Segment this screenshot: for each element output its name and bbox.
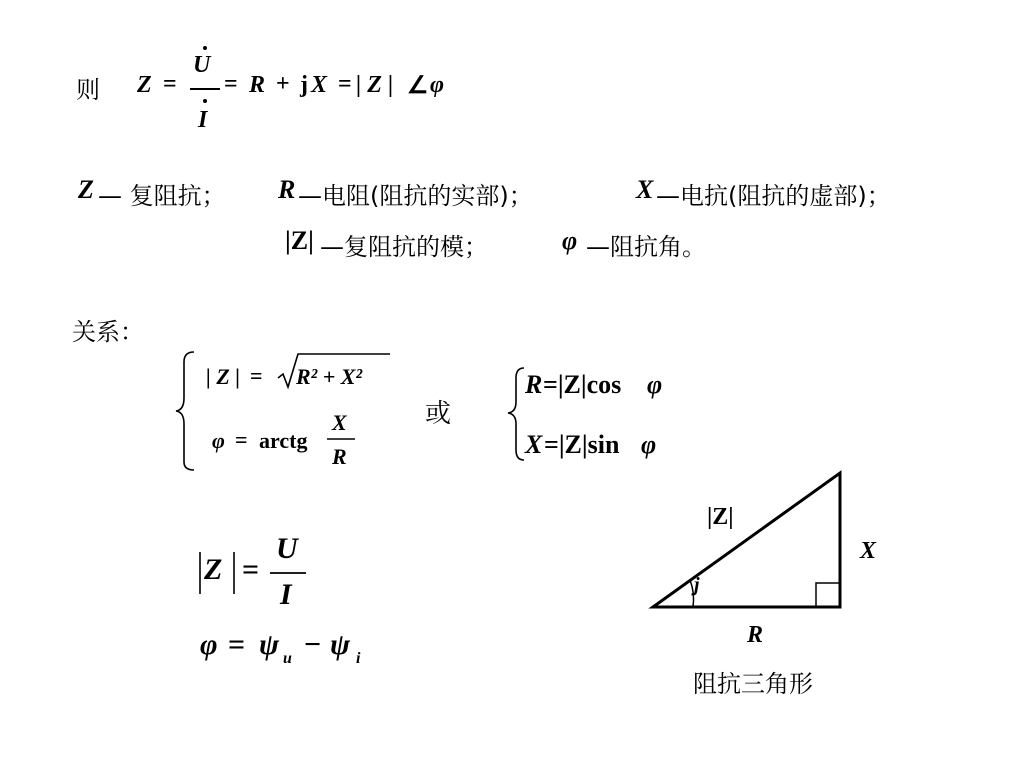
cos-formula: =|Z|cos [543, 370, 622, 399]
relation-label: 关系： [72, 318, 144, 346]
arctg-function: arctg [259, 428, 308, 453]
def-text: —电抗(阻抗的虚部)； [656, 182, 891, 210]
def-text: —电阻(阻抗的实部)； [298, 182, 533, 210]
r-symbol: R [278, 175, 296, 204]
phi-symbol: φ [562, 226, 578, 255]
phi-symbol: φ [647, 370, 663, 399]
triangle-caption: 阻抗三角形 [693, 670, 813, 698]
equals-sign: = [242, 553, 260, 586]
i-symbol: I [280, 578, 292, 611]
j-symbol: j [300, 72, 308, 98]
z-symbol: Z [137, 72, 152, 98]
subscript-i: i [356, 650, 361, 667]
right-brace [508, 368, 524, 460]
right-angle-marker [816, 583, 840, 607]
plus-sign: + [276, 71, 290, 97]
angle-label: j [694, 574, 700, 596]
equals-sign: = [224, 71, 238, 97]
x-symbol: X [311, 72, 328, 98]
u-phasor: U [193, 52, 211, 78]
def-text: —复阻抗的模； [320, 233, 488, 261]
angle-symbol: ∠ [407, 73, 429, 99]
z-symbol: Z [78, 175, 94, 204]
r-symbol: R [525, 370, 543, 399]
left-brace [176, 352, 194, 470]
minus-sign: − [304, 628, 322, 661]
radicand: R² + X² [296, 364, 363, 389]
phi-symbol: φ [641, 430, 657, 459]
equals-sign: = [228, 628, 246, 661]
r-symbol: R [249, 72, 266, 98]
r-symbol: R [332, 444, 347, 469]
def-text: —阻抗角。 [586, 233, 706, 261]
adjacent-label: R [747, 622, 764, 648]
opposite-label: X [860, 538, 877, 564]
sin-formula: =|Z|sin [544, 430, 620, 459]
z-symbol: Z [204, 553, 223, 586]
phi-symbol: φ [430, 72, 445, 98]
abs-z: | Z | [206, 364, 241, 389]
phi-symbol: φ [200, 628, 218, 661]
phi-symbol: φ [212, 428, 225, 453]
abs-z: |Z| [285, 226, 314, 255]
def-text: — 复阻抗； [98, 182, 226, 210]
x-symbol: X [636, 175, 654, 204]
ze-label: 则 [76, 76, 100, 104]
or-label: 或 [425, 399, 452, 429]
equals-sign: = [250, 363, 263, 388]
x-symbol: X [525, 430, 543, 459]
abs-z: | Z | [356, 72, 394, 98]
hypotenuse-label: |Z| [707, 504, 734, 530]
u-symbol: U [276, 532, 298, 565]
subscript-u: u [283, 650, 292, 667]
impedance-triangle [653, 473, 840, 607]
equals-sign: = [338, 71, 352, 97]
equals-sign: = [235, 427, 248, 452]
x-symbol: X [332, 410, 347, 435]
psi-symbol: ψ [330, 628, 351, 661]
psi-symbol: ψ [259, 628, 280, 661]
triangle-outline [653, 473, 840, 607]
i-phasor: I [198, 107, 208, 133]
equals-sign: = [163, 71, 177, 97]
